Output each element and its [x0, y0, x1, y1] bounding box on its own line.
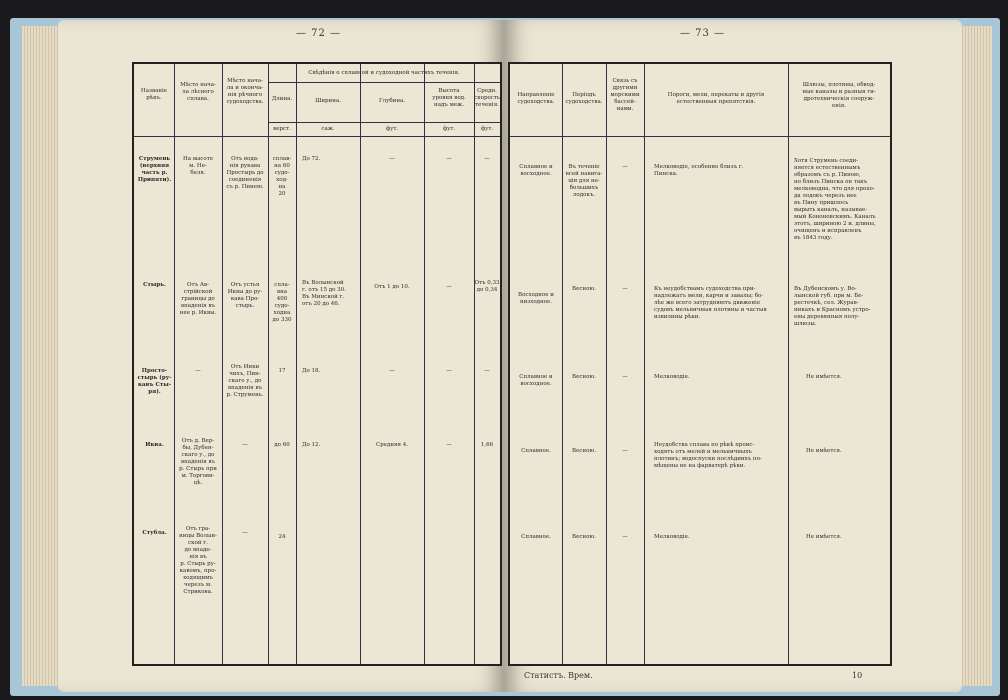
right-page — [504, 20, 962, 692]
row-depth: — — [389, 156, 395, 162]
row-speed: — — [484, 368, 490, 374]
header-depth: Глубина. — [378, 98, 406, 104]
row-nav: Отъ Инки чихъ, Пин- скаго у., до впаденія въ р. Струмень. — [226, 364, 264, 398]
page-number: — 72 — — [296, 28, 342, 39]
row-length: 24 — [278, 534, 286, 540]
row-obstacles: Неудобства сплава по рѣкѣ проис- ходятъ отъ мелей и мельничныхъ плотинъ; водоспуски послѣднихъ по- мѣщены не на фарватерѣ рѣки. — [654, 442, 762, 469]
row-structures: Хотя Струмень соеди- няется естественнымъ образомъ съ р. Пиною, но близъ Пинска он такъ мелководна, что для прохо- да лодокъ черезъ нее въ Пину пришлось вырыть каналъ, называе- мый Кононовскимъ. Каналъ этотъ, шириною 2 и. длины, очищенъ и исправленъ въ 1843 году. — [794, 158, 876, 241]
header-height: Высота уровня вод. надъ меж. — [432, 88, 466, 108]
row-direction: Сплавное и восходное. — [519, 164, 553, 177]
row-height: — — [446, 284, 452, 290]
row-link: — — [622, 164, 628, 170]
row-float: Отъ Ав- стрійской границы до впаденія въ нее р. Иквы. — [179, 282, 217, 316]
row-obstacles: Къ неудобствамъ судоходства при- надлежатъ мели, карчи и завалы; бо- лѣе же всего затрудняютъ движеніе судовъ мельничныя плотины и частыя извилины рѣки. — [654, 286, 767, 320]
row-speed: Отъ 0,33 до 0,34 — [474, 280, 500, 293]
row-nav: Отъ устья Иквы до ру- кава Про- стырь. — [227, 282, 263, 309]
row-width: До 12. — [302, 442, 321, 448]
row-structures: Не имѣется. — [806, 534, 842, 540]
header-speed-unit: фут. — [480, 126, 494, 132]
row-period: Весною. — [572, 534, 596, 540]
row-name: Стырь. — [143, 282, 166, 288]
row-structures: Не имѣется. — [806, 448, 842, 454]
header-width: Ширина. — [315, 98, 341, 104]
row-link: — — [622, 374, 628, 380]
header-direction: Направленіе судоходства. — [517, 92, 555, 105]
row-length: спла- вна 400 судо- ходна до 330 — [272, 282, 292, 323]
header-width-unit: саж. — [321, 126, 335, 132]
row-nav: — — [242, 530, 248, 536]
row-link: — — [622, 448, 628, 454]
row-float: На высоте м. Не- беля. — [183, 156, 213, 176]
header-period: Періодъ судоходства. — [565, 92, 603, 105]
row-width: До 72. — [302, 156, 321, 162]
row-height: — — [446, 156, 452, 162]
row-direction: Восходное и низходное. — [518, 292, 554, 305]
row-direction: Сплавное и восходное. — [519, 374, 553, 387]
header-depth-unit: фут. — [385, 126, 399, 132]
row-period: Въ теченіе всей навига- ціи для не- большихъ лодокъ. — [565, 164, 603, 198]
footer-signature: 10 — [852, 671, 863, 680]
header-speed: Средн. скорость теченія. — [474, 88, 500, 108]
row-length: сплав- на 60 судо- ход- на 20 — [272, 156, 292, 197]
row-speed: 1,66 — [480, 442, 494, 448]
row-depth: — — [389, 368, 395, 374]
row-period: Весною. — [572, 448, 596, 454]
row-obstacles: Мелководіе. — [654, 534, 690, 540]
row-link: — — [622, 286, 628, 292]
river-table-left — [132, 62, 502, 666]
row-depth: Средняя 4. — [376, 442, 408, 448]
row-name: Иква. — [145, 442, 164, 448]
page-number: — 73 — — [680, 28, 726, 39]
row-structures: Не имѣется. — [806, 374, 842, 380]
header-name: Названіе рѣкъ. — [140, 88, 168, 101]
header-structures: Шлюзы, плотины, обвод- ные каналы и разныя ги- дротехническія сооруж- енія. — [802, 82, 876, 109]
row-float: — — [195, 368, 201, 374]
row-direction: Сплавное. — [521, 534, 551, 540]
header-obstacles: Пороги, мели, перекаты и другія естественныя препятствія. — [667, 92, 765, 105]
row-obstacles: Мелководіе. — [654, 374, 690, 380]
row-name: Струмень (верхняя часть р. Припяти). — [137, 156, 172, 183]
row-height: — — [446, 442, 452, 448]
row-structures: Въ Дубенскомъ у. Во- лынской губ. при м. Бе- рестечкѣ, сел. Журав- никахъ и Красномъ устро- ены деревянныя полу- шлюзы. — [794, 286, 871, 327]
row-nav: Отъ вода- нія рукава Простырь до соединенія съ р. Пинею. — [226, 156, 264, 190]
row-width: Въ Волынской г. отъ 15 до 30. Въ Минской г. отъ 20 до 46. — [302, 280, 346, 307]
row-length: до 60 — [274, 442, 290, 448]
header-start-nav: Мѣсто нача- ла и оконча- нія рѣчного судоходства. — [226, 78, 264, 105]
footer-note: Статистъ. Врем. — [524, 671, 593, 680]
left-page — [58, 20, 504, 692]
header-length: Длина. — [271, 96, 293, 102]
row-width: До 18. — [302, 368, 321, 374]
header-height-unit: фут. — [442, 126, 456, 132]
row-float: Отъ д. Вер- бы, Дубен- скаго у., до впаденія въ р. Стырь при м. Торговн- цѣ. — [179, 438, 217, 486]
river-table-right — [508, 62, 892, 666]
row-period: Весною. — [572, 286, 596, 292]
row-direction: Сплавное. — [521, 448, 551, 454]
row-speed: — — [484, 156, 490, 162]
row-depth: Отъ 1 до 10. — [374, 284, 410, 290]
header-length-unit: верст. — [273, 126, 291, 132]
row-height: — — [446, 368, 452, 374]
row-length: 17 — [278, 368, 286, 374]
row-obstacles: Мелководіе, особенно близъ г. Пинска. — [654, 164, 744, 177]
row-link: — — [622, 534, 628, 540]
header-link: Связь съ другими морскими бассей- нами. — [610, 78, 640, 112]
header-start-float: Мѣсто нача- ла лѣсного сплава. — [180, 82, 216, 102]
row-name: Стубла. — [142, 530, 167, 536]
super-header: Свѣдѣнія о сплавной и судоходной частяхъ теченія. — [308, 70, 460, 76]
row-period: Весною. — [572, 374, 596, 380]
row-nav: — — [242, 442, 248, 448]
row-float: Отъ гра- ницы Волын- ской г. до впаде- нія въ р. Стырь ру- кавомъ, про- ходящимъ черезъ м. Стрикова. — [179, 526, 217, 595]
row-name: Просто- стырь (ру- кавъ Сты- ря). — [137, 368, 172, 395]
